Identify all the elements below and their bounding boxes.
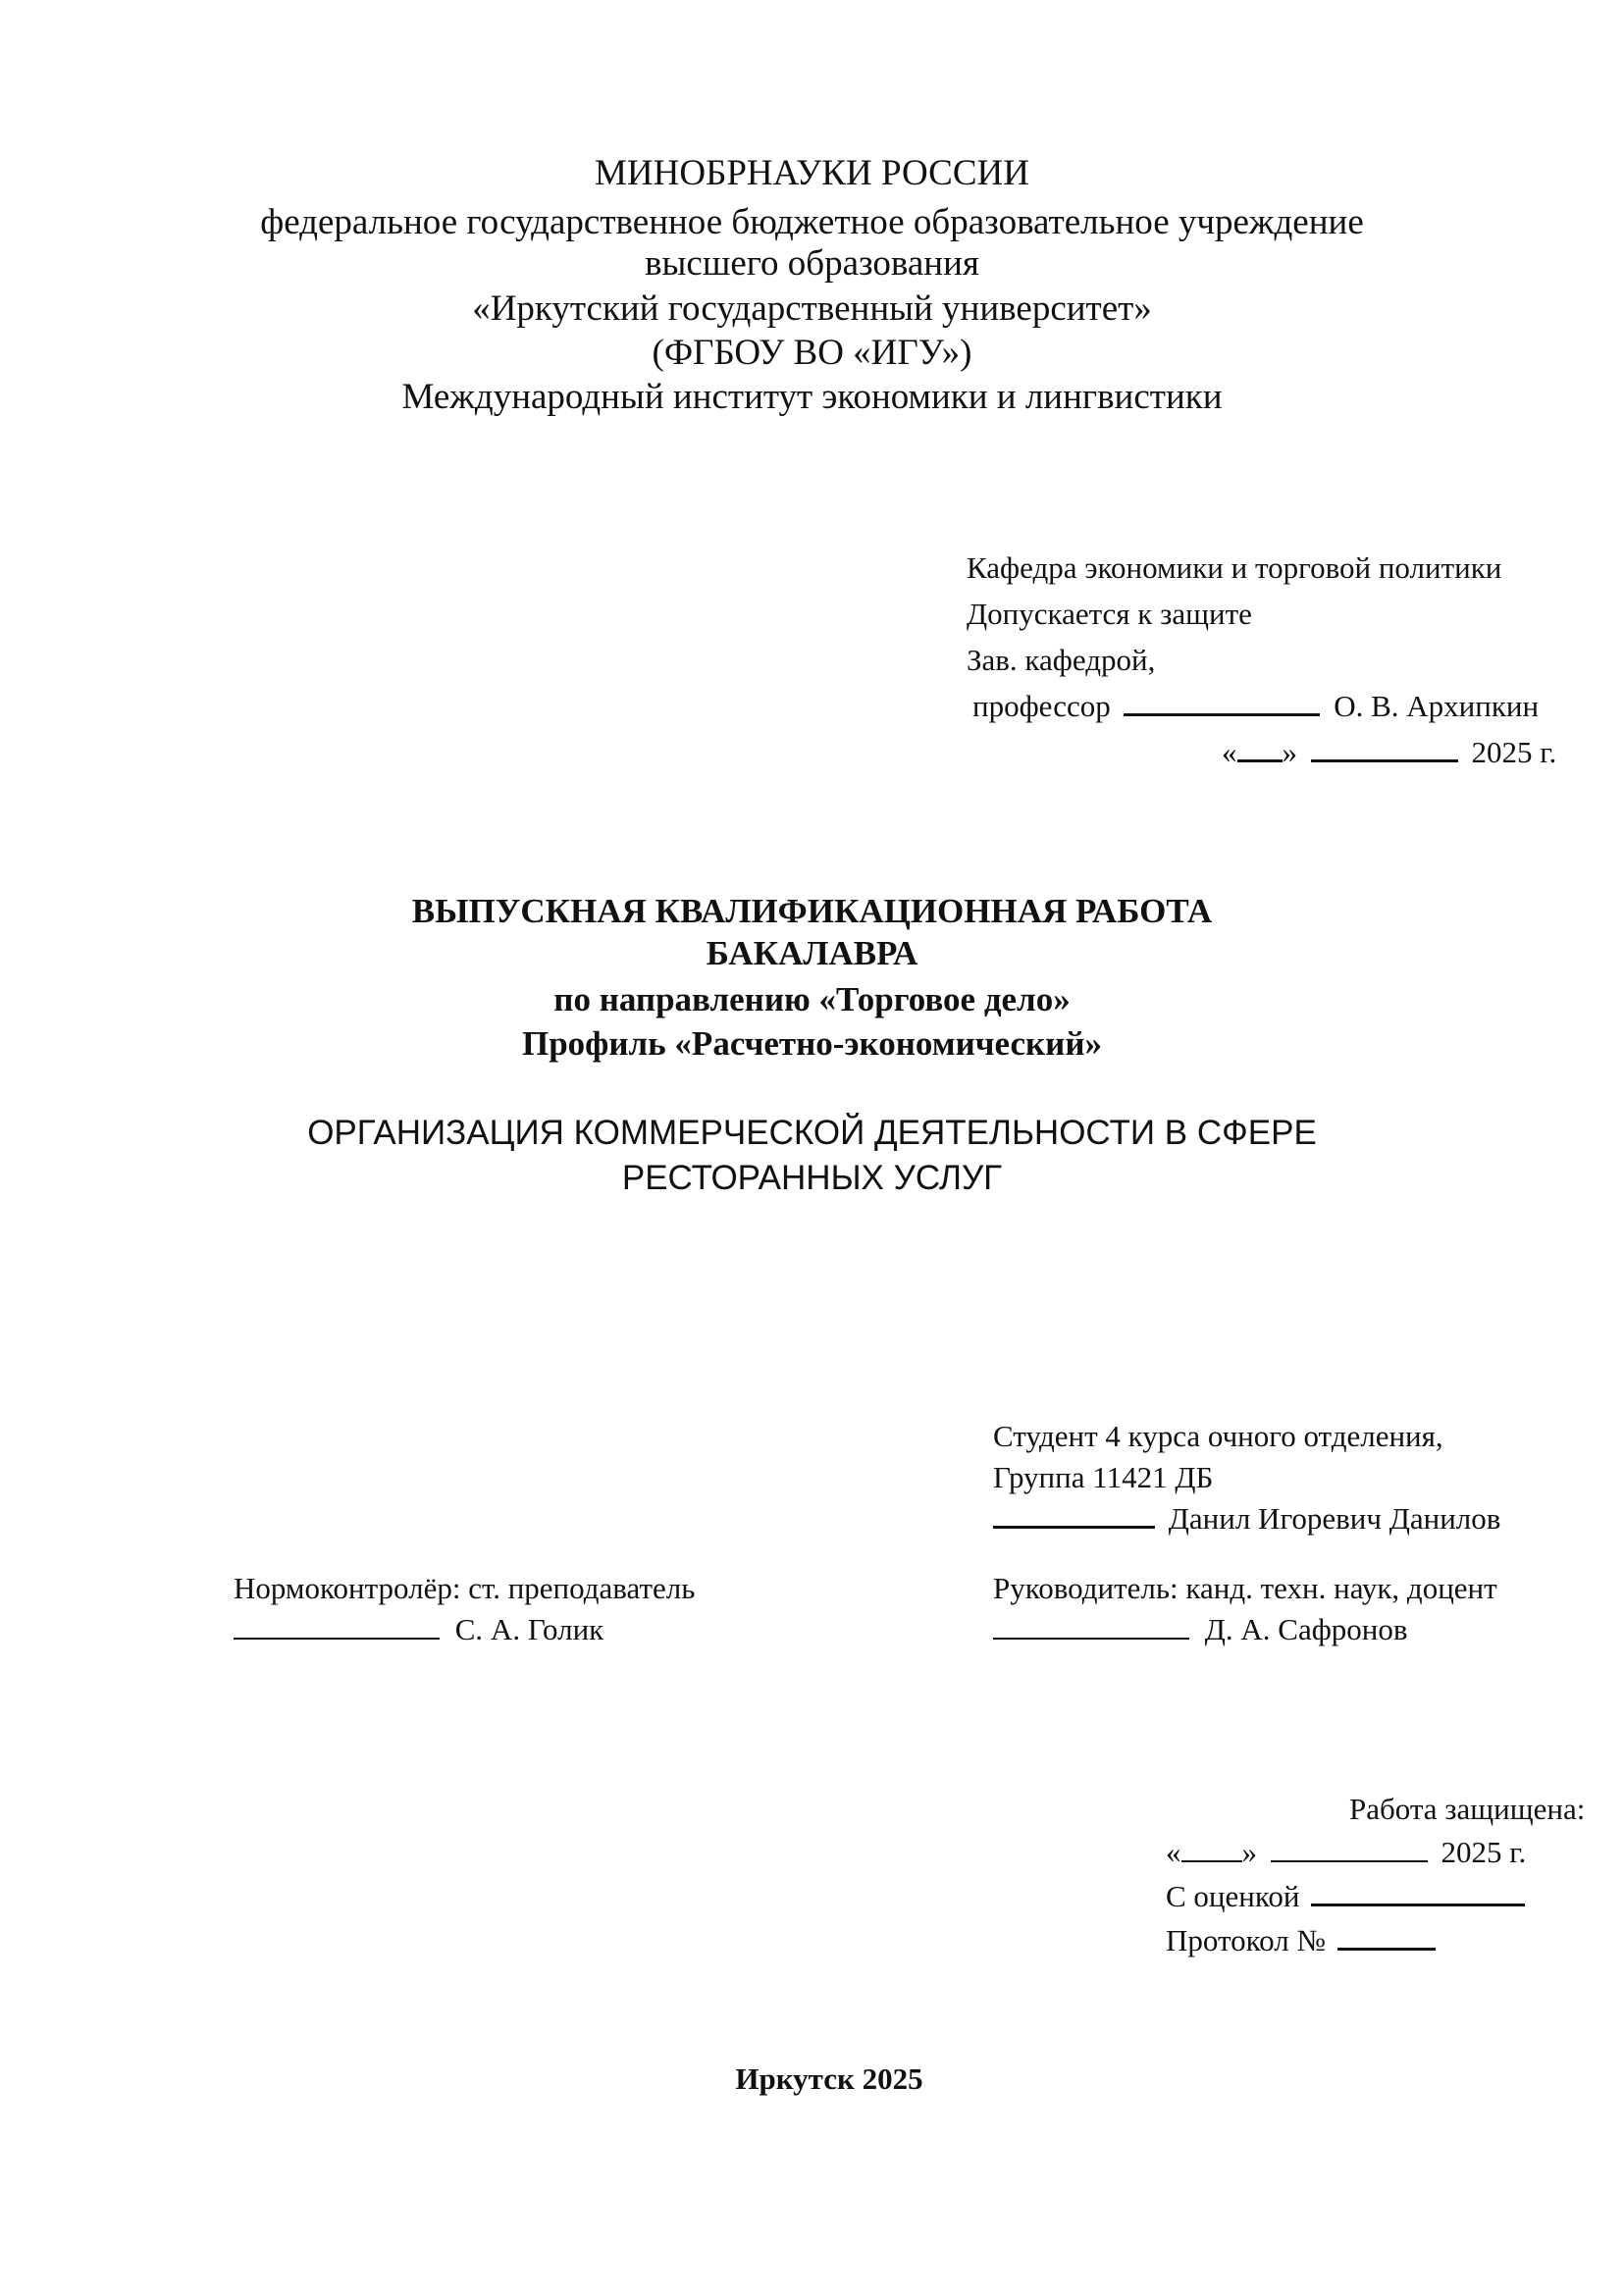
head-of-department: Зав. кафедрой, [967,643,1156,677]
defense-label: Работа защищена: [1349,1792,1586,1826]
head-signature-line [972,685,1556,728]
institution-type-line1: федеральное государственное бюджетное образовательное учреждение [260,202,1364,242]
approval-date-open-quote: « [1222,735,1237,769]
student-course: Студент 4 курса очного отделения, [993,1419,1443,1453]
grade-blank [1311,1904,1525,1906]
approval-month-blank [1311,759,1458,762]
university-name: «Иркутский государственный университет» [472,288,1152,329]
defense-date-line [1166,1831,1526,1874]
protocol-blank [1337,1948,1436,1951]
supervisor-name: Д. А. Сафронов [1204,1612,1408,1646]
defense-protocol-line [1166,1919,1436,1962]
study-direction: по направлению «Торговое дело» [553,980,1071,1018]
approval-day-blank [1237,759,1283,762]
institute-name: Международный институт экономики и лингвистики [401,377,1223,417]
work-type-line1: ВЫПУСКНАЯ КВАЛИФИКАЦИОННАЯ РАБОТА [411,892,1213,930]
defense-month-blank [1271,1860,1428,1862]
supervisor-block [993,1567,1497,1651]
student-name: Данил Игоревич Данилов [1168,1501,1501,1536]
student-signature-blank [993,1526,1155,1529]
thesis-topic-line2: РЕСТОРАННЫХ УСЛУГ [621,1159,1003,1197]
defense-date-close-quote: » [1241,1835,1257,1869]
institution-type-line2: высшего образования [645,243,979,284]
approval-block [967,547,1556,774]
head-signature-blank [1124,713,1320,716]
normocontrol-signature-line [234,1608,695,1651]
approval-date-close-quote: » [1282,735,1297,769]
normocontrol-signature-blank [234,1638,440,1640]
work-type-line2: БАКАЛАВРА [706,934,918,972]
defense-day-blank [1181,1860,1242,1862]
city-year: Иркутск 2025 [735,2061,923,2096]
protocol-label: Протокол № [1166,1923,1326,1957]
approval-date-line [1222,731,1556,774]
supervisor-label: Руководитель: канд. техн. наук, доцент [993,1571,1497,1605]
department-name: Кафедра экономики и торговой политики [967,550,1502,585]
student-group: Группа 11421 ДБ [993,1460,1214,1494]
thesis-topic-line1: ОРГАНИЗАЦИЯ КОММЕРЧЕСКОЙ ДЕЯТЕЛЬНОСТИ В СФЕРЕ [307,1114,1317,1152]
head-name: О. В. Архипкин [1334,689,1540,723]
supervisor-signature-line [993,1608,1497,1651]
ministry-name: МИНОБРНАУКИ РОССИИ [595,153,1029,193]
defense-year: 2025 г. [1441,1835,1527,1869]
approval-year: 2025 г. [1471,735,1557,769]
supervisor-signature-blank [993,1638,1189,1640]
student-signature-line [993,1497,1500,1540]
normocontrol-name: С. А. Голик [454,1612,604,1646]
defense-date-open-quote: « [1166,1835,1181,1869]
university-abbreviation: (ФГБОУ ВО «ИГУ») [652,333,972,373]
head-title: профессор [972,689,1111,723]
defense-grade-line [1166,1875,1525,1918]
normocontrol-block [234,1567,695,1651]
grade-label: С оценкой [1166,1879,1300,1913]
study-profile: Профиль «Расчетно-экономический» [521,1024,1103,1063]
admitted-to-defense: Допускается к защите [967,597,1252,631]
normocontrol-label: Нормоконтролёр: ст. преподаватель [234,1571,696,1605]
student-block [993,1415,1500,1540]
